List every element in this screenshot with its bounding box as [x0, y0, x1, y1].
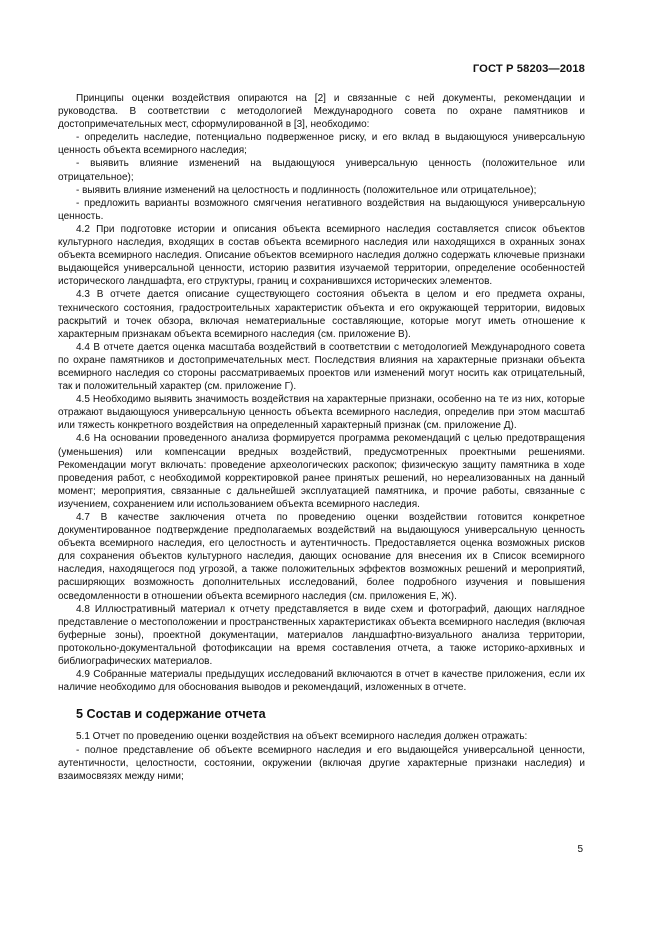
paragraph-4-8: 4.8 Иллюстративный материал к отчету представляется в виде схем и фотографий, дающих наглядное представление о местоположении и пространственных характеристиках объекта всемирного наследия (включая буферные зоны), проектной документации, материалов ландшафтно-визуального анализа территории, протокольно-документальной фотофиксации на время составления отчета, а также историко-архивных и библиографических материалов. [58, 603, 585, 668]
paragraph-intro: Принципы оценки воздействия опираются на [2] и связанные с ней документы, рекомендации и руководства. В соответствии с методологией Международного совета по охране памятников и достопримечательных мест, сформулированной в [3], необходимо: [58, 93, 585, 131]
paragraph-4-4: 4.4 В отчете дается оценка масштаба воздействий в соответствии с методологией Международного совета по охране памятников и достопримечательных мест. Последствия влияния на характерные признаки объекта всемирного наследия со стороны рассматриваемых проектов или изменений могут носить как отрицательный, так и положительный характер (см. приложение Г). [58, 341, 585, 393]
list-item: - предложить варианты возможного смягчения негативного воздействия на выдающуюся универсальную ценность. [58, 197, 585, 222]
document-code: ГОСТ Р 58203—2018 [472, 63, 585, 75]
list-item: - выявить влияние изменений на целостность и подлинность (положительное или отрицательное); [76, 184, 537, 196]
paragraph-4-9: 4.9 Собранные материалы предыдущих исследований включаются в отчет в качестве приложения, если их наличие необходимо для обоснования выводов и рекомендаций, изложенных в отчете. [58, 669, 585, 694]
paragraph-4-7: 4.7 В качестве заключения отчета по проведению оценки воздействии готовится конкретное документированное подтверждение предполагаемых воздействий на выдающуюся универсальную ценность объекта всемирного наследия, его целостность и аутентичность. Предоставляется оценка возможных рисков для сохранения объектов культурного наследия, дающих основание для внесения их в Список всемирного наследия, находящегося под угрозой, а также положительных эффектов возможных решений и мероприятий, расширяющих возможность дополнительных исследований, более подробного изучения и повышения осведомленности в отношении объекта всемирного наследия (см. приложения Е, Ж). [58, 512, 585, 602]
paragraph-5-1: 5.1 Отчет по проведению оценки воздействия на объект всемирного наследия должен отражать: [76, 731, 528, 743]
paragraph-4-6: 4.6 На основании проведенного анализа формируется программа рекомендаций с целью предотвращения (уменьшения) или компенсации вредных воздействий, предусмотренных проектными решениями. Рекомендации могут включать: проведение археологических раскопок; физическую защиту памятника в ходе проведения работ, с необходимой корректировкой ранее принятых решений, но нереализованных на данный момент; мероприятия, связанные с дальнейшей эксплуатацией памятника, и прочие работы, связанные с изучением, сохранением или использованием объекта всемирного наследия. [58, 433, 585, 510]
document-body [58, 92, 585, 783]
paragraph-4-3: 4.3 В отчете дается описание существующего состояния объекта в целом и его предмета охраны, технического состояния, градостроительных характеристик объекта и его окружающей территории, видовых раскрытий и точек обзора, включая нематериальные составляющие, которые могут иметь отношение к характерным признакам объекта всемирного наследия (см. приложение В). [58, 289, 585, 340]
list-item: - выявить влияние изменений на выдающуюся универсальную ценность (положительное или отрицательное); [58, 158, 585, 183]
page-number: 5 [577, 844, 583, 855]
paragraph-4-5: 4.5 Необходимо выявить значимость воздействия на характерные признаки, особенно на те из них, которые отражают выдающуюся универсальную ценность объекта всемирного наследия, определив при этом масштаб или тяжесть конкретного воздействия на определенный характерный признак (см. приложение Д). [58, 394, 585, 432]
list-item: - полное представление об объекте всемирного наследия и его выдающейся универсальной ценности, аутентичности, целостности, состоянии, окружении (включая другие характерные признаки наследия) и взаимосвязях между ними; [58, 744, 585, 782]
section-heading: 5 Состав и содержание отчета [76, 707, 266, 722]
paragraph-4-2: 4.2 При подготовке истории и описания объекта всемирного наследия составляется список объектов культурного наследия, входящих в состав объекта всемирного наследия или находящихся в охранных зонах объекта всемирного наследия. Описание объектов всемирного наследия должно содержать ключевые признаки выдающейся универсальной ценности, историю развития изучаемой территории, определение особенностей исторического ландшафта, его структуры, границ и сохранившихся исторических элементов. [58, 223, 585, 288]
list-item: - определить наследие, потенциально подверженное риску, и его вклад в выдающуюся универсальную ценность объекта всемирного наследия; [58, 132, 585, 157]
